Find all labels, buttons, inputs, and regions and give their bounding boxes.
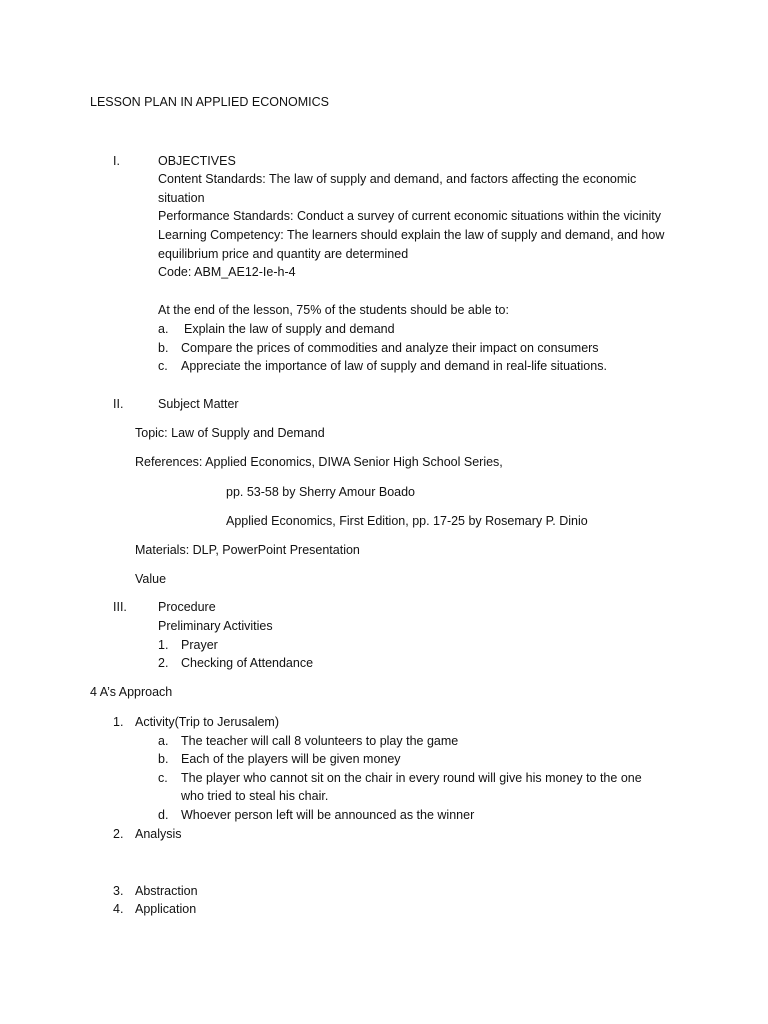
- references-line: Applied Economics, First Edition, pp. 17-25 by Rosemary P. Dinio: [226, 514, 588, 528]
- list-marker: 4.: [113, 902, 124, 916]
- list-item-cont: who tried to steal his chair.: [181, 789, 329, 803]
- content-standards-cont: situation: [158, 191, 205, 205]
- learning-competency: Learning Competency: The learners should explain the law of supply and demand, and how: [158, 228, 665, 242]
- section-numeral: I.: [113, 154, 120, 168]
- performance-standards: Performance Standards: Conduct a survey of current economic situations within the vicinity: [158, 209, 662, 223]
- code-line: Code: ABM_AE12-Ie-h-4: [158, 265, 296, 279]
- list-marker: a.: [158, 322, 169, 336]
- list-item: Explain the law of supply and demand: [184, 322, 395, 336]
- list-marker: 1.: [158, 638, 169, 652]
- section-heading: OBJECTIVES: [158, 154, 236, 168]
- list-marker: 1.: [113, 715, 124, 729]
- list-marker: c.: [158, 771, 168, 785]
- sub-heading: Preliminary Activities: [158, 619, 273, 633]
- section-heading: Procedure: [158, 600, 216, 614]
- list-marker: 2.: [113, 827, 124, 841]
- section-numeral: II.: [113, 397, 124, 411]
- topic-line: Topic: Law of Supply and Demand: [135, 426, 325, 440]
- list-item: Each of the players will be given money: [181, 752, 401, 766]
- materials-line: Materials: DLP, PowerPoint Presentation: [135, 543, 360, 557]
- list-marker: b.: [158, 341, 169, 355]
- document-title: LESSON PLAN IN APPLIED ECONOMICS: [90, 95, 329, 109]
- list-item: Abstraction: [135, 884, 198, 898]
- references-line: References: Applied Economics, DIWA Senior High School Series,: [135, 455, 503, 469]
- value-line: Value: [135, 572, 167, 586]
- list-item: The teacher will call 8 volunteers to play the game: [181, 734, 459, 748]
- content-standards: Content Standards: The law of supply and demand, and factors affecting the economic: [158, 172, 637, 186]
- approach-heading: 4 A’s Approach: [90, 685, 173, 699]
- list-item: Checking of Attendance: [181, 656, 314, 670]
- list-item: Appreciate the importance of law of supply and demand in real-life situations.: [181, 359, 607, 373]
- section-heading: Subject Matter: [158, 397, 239, 411]
- references-line: pp. 53-58 by Sherry Amour Boado: [226, 485, 416, 499]
- list-item: Application: [135, 902, 197, 916]
- list-item: The player who cannot sit on the chair in every round will give his money to the one: [181, 771, 642, 785]
- learning-competency-cont: equilibrium price and quantity are determined: [158, 247, 409, 261]
- list-marker: d.: [158, 808, 169, 822]
- section-numeral: III.: [113, 600, 127, 614]
- objectives-intro: At the end of the lesson, 75% of the students should be able to:: [158, 303, 509, 317]
- list-item: Compare the prices of commodities and analyze their impact on consumers: [181, 341, 599, 355]
- list-marker: c.: [158, 359, 168, 373]
- list-item: Prayer: [181, 638, 218, 652]
- list-item: Analysis: [135, 827, 182, 841]
- list-marker: 2.: [158, 656, 169, 670]
- list-item: Whoever person left will be announced as the winner: [181, 808, 475, 822]
- list-marker: b.: [158, 752, 169, 766]
- list-marker: a.: [158, 734, 169, 748]
- list-marker: 3.: [113, 884, 124, 898]
- list-item: Activity(Trip to Jerusalem): [135, 715, 280, 729]
